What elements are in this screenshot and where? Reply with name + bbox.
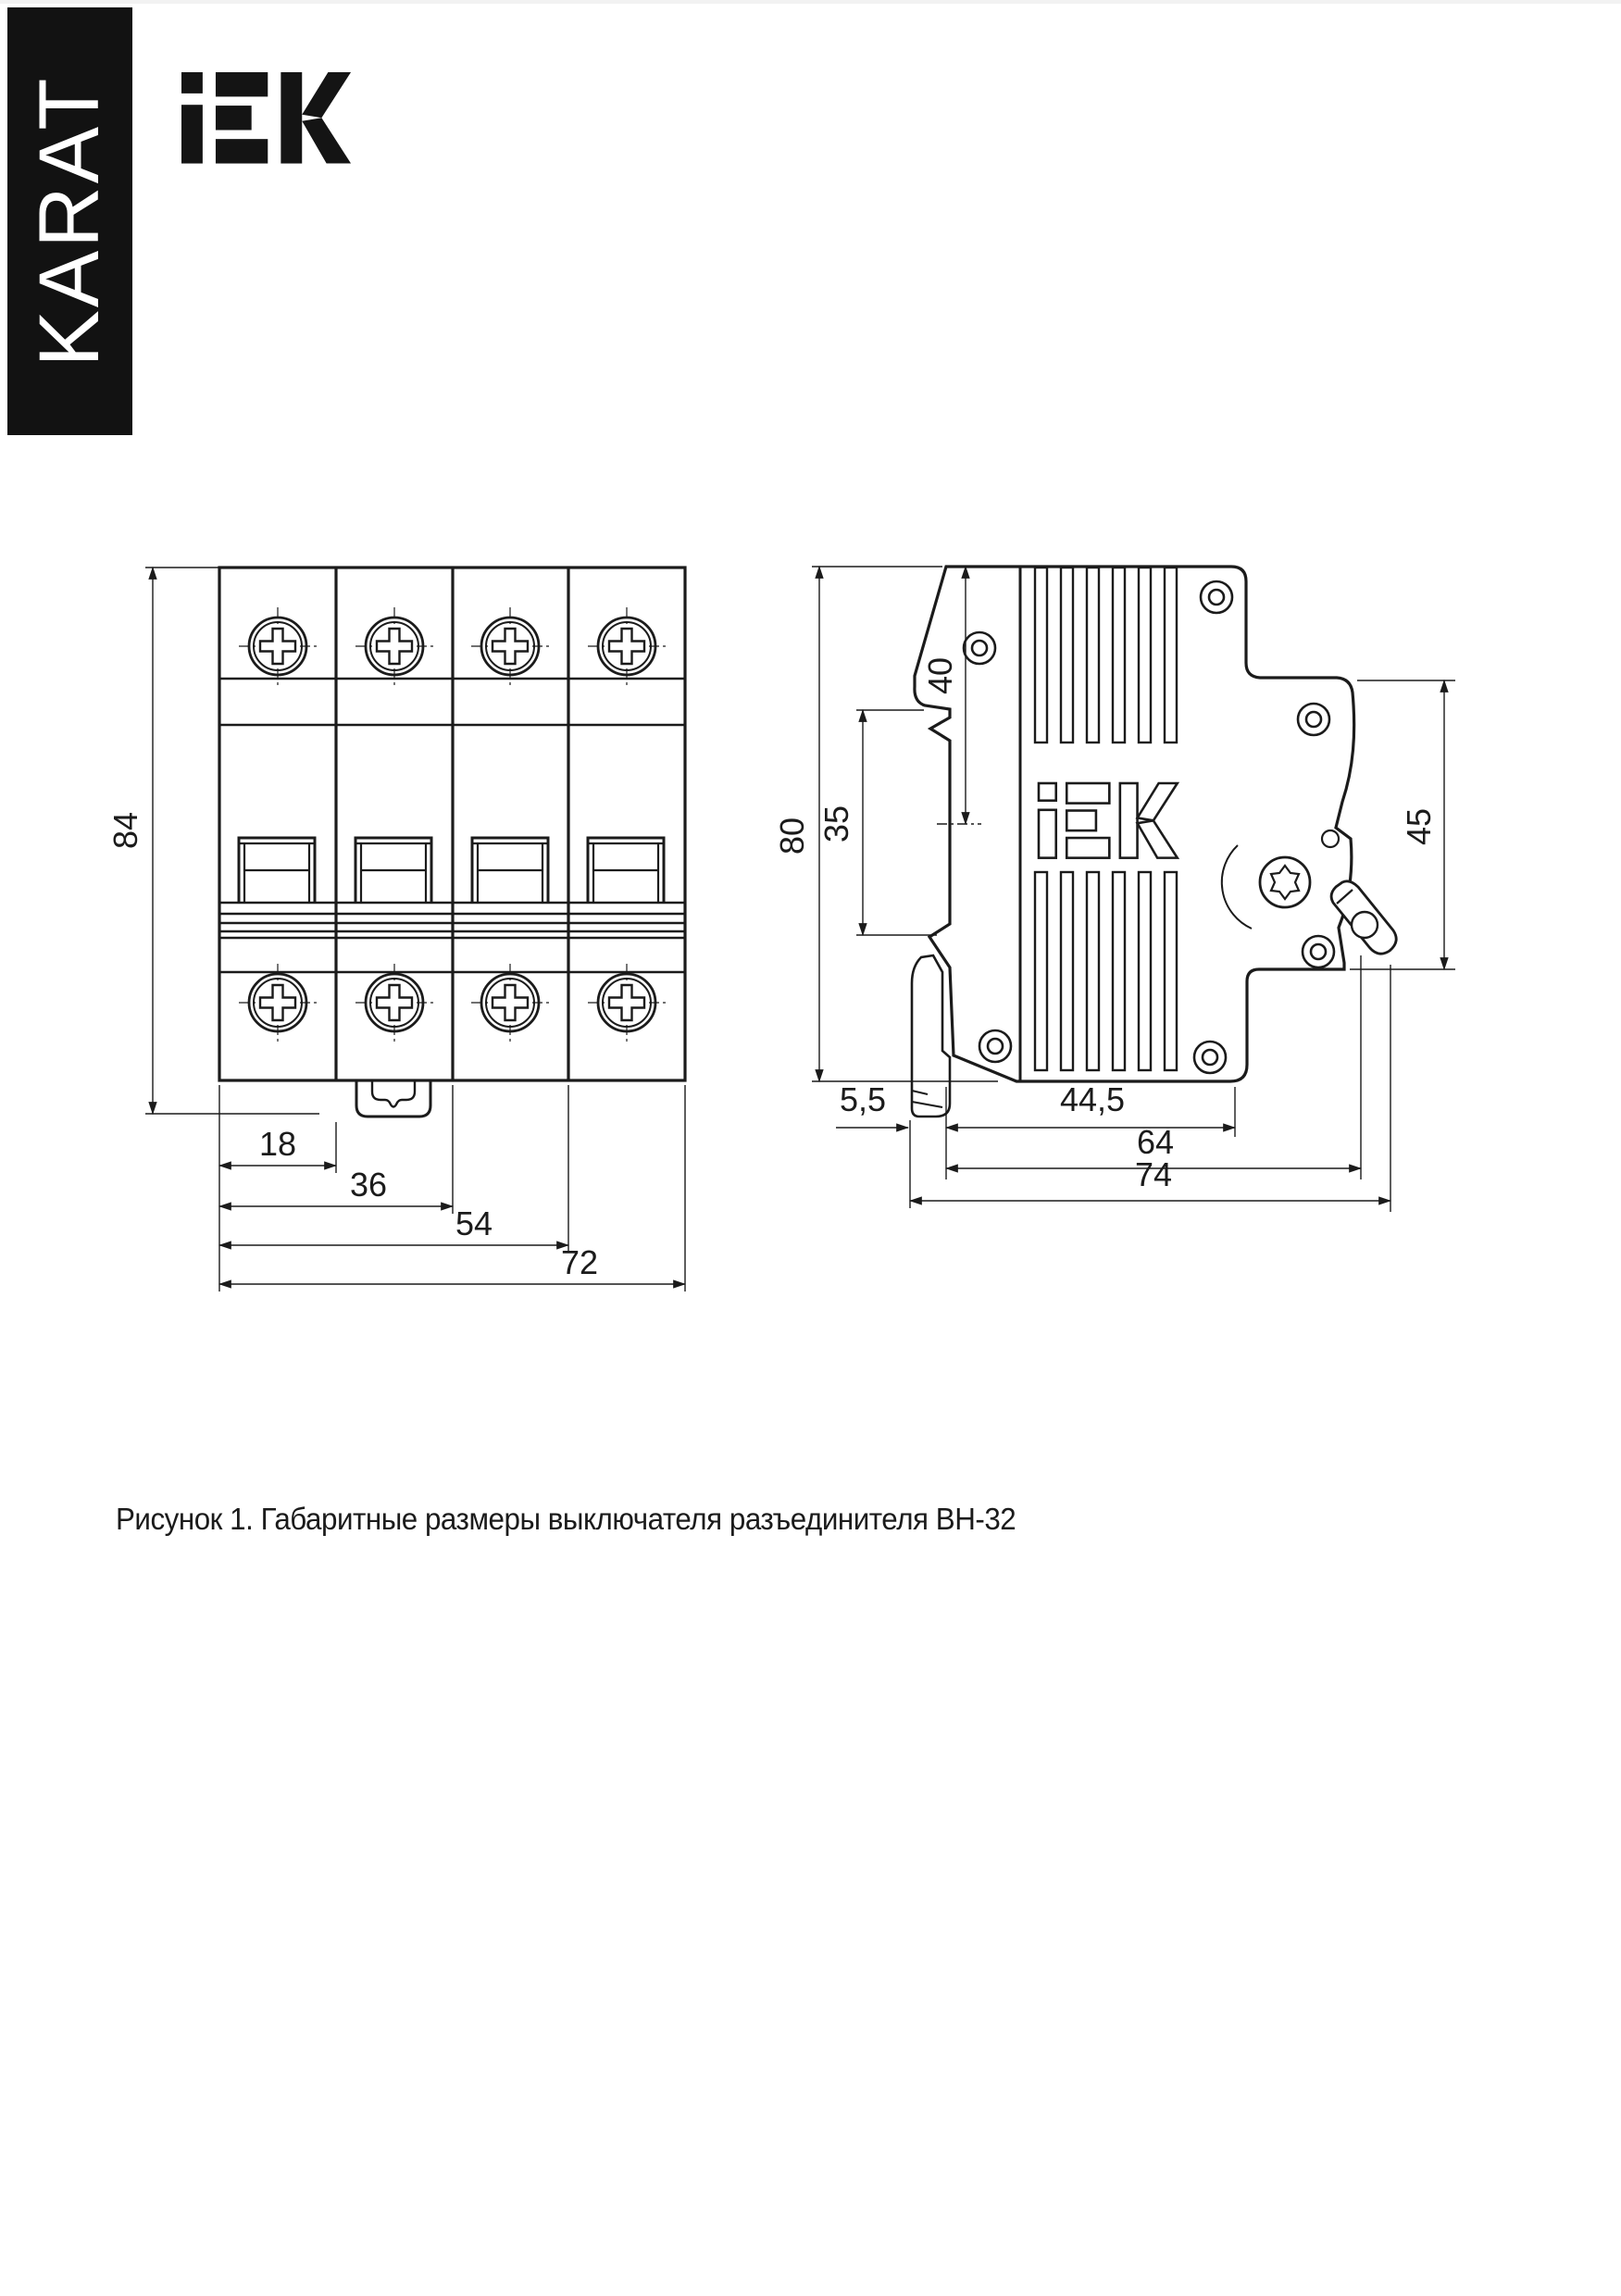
front-width-dimensions: [219, 1085, 685, 1292]
header-iek-logo: [181, 72, 351, 164]
dimension-35: [856, 710, 937, 935]
dim-label-74: 74: [1134, 1155, 1173, 1193]
dim-label-45: 45: [1400, 807, 1438, 846]
dim-label-72: 72: [560, 1243, 599, 1281]
dim-label-84: 84: [106, 811, 144, 850]
dim-label-80: 80: [773, 817, 811, 855]
din-clip-tab: [356, 1080, 430, 1117]
dim-label-44-5: 44,5: [1059, 1080, 1126, 1118]
side-view: [773, 567, 1455, 1212]
dim-label-18: 18: [258, 1125, 297, 1163]
karat-banner-label: KARAT: [22, 75, 117, 368]
dim-label-36: 36: [349, 1166, 388, 1204]
din-rail-clip: [912, 955, 950, 1117]
dim-label-54: 54: [455, 1204, 493, 1242]
dim-label-35: 35: [817, 805, 855, 843]
front-view: [106, 568, 685, 1292]
dim-label-64: 64: [1136, 1123, 1175, 1161]
dim-label-5-5: 5,5: [839, 1080, 887, 1118]
dim-label-40: 40: [921, 656, 959, 695]
figure-caption: Рисунок 1. Габаритные размеры выключателя разъединителя ВН-32: [116, 1502, 1016, 1536]
